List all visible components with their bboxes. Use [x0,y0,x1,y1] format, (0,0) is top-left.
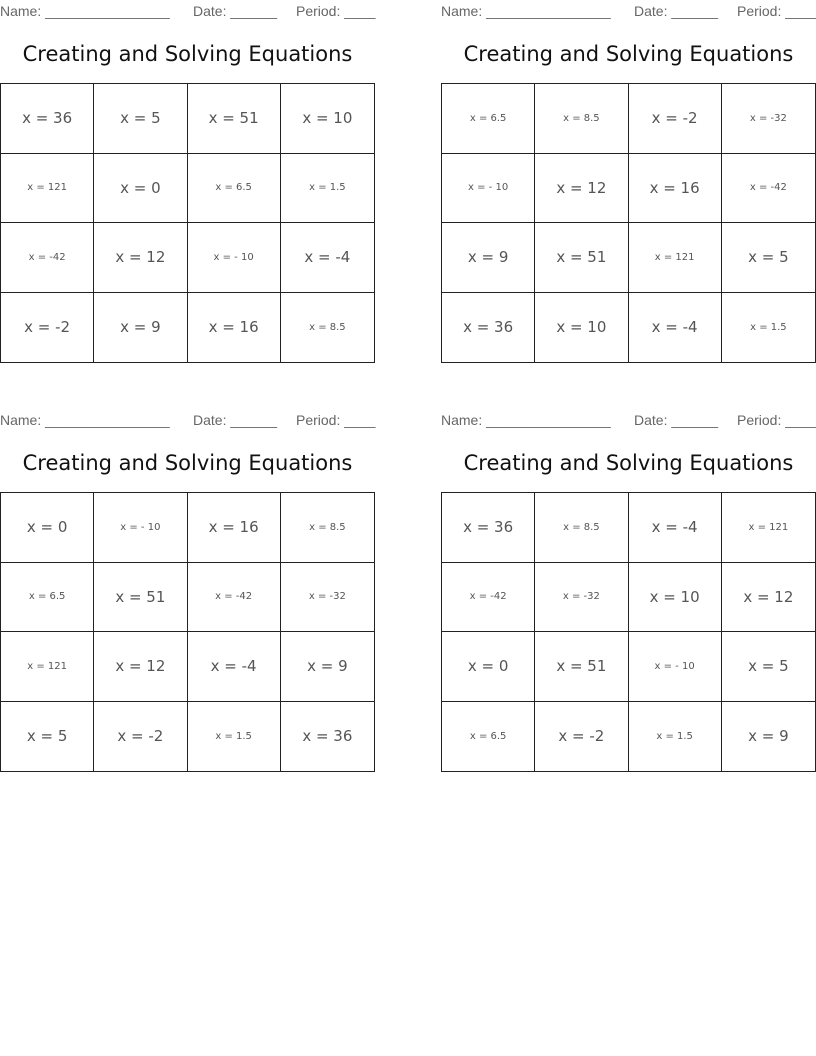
answer-cell: x = 5 [94,84,187,154]
answer-cell: x = 9 [748,727,789,746]
bingo-card-1 [0,0,376,337]
answer-cell: x = 36 [1,84,94,154]
answer-cell: x = 10 [281,84,374,154]
answer-cell: x = -2 [535,702,628,772]
answer-cell: x = 9 [281,632,374,702]
answer-grid [441,83,816,363]
answer-cell: x = -32 [535,563,628,633]
answer-cell: x = 5 [722,223,815,293]
answer-cell: x = 121 [1,154,94,224]
answer-cell: x = 5 [1,702,94,772]
name-field: Name: ________________ [441,412,611,428]
answer-cell: x = 10 [535,293,628,363]
answer-cell: x = 12 [94,632,187,702]
answer-cell: x = 36 [442,293,535,363]
answer-cell: x = 0 [442,632,535,702]
answer-cell: x = 0 [1,493,94,563]
card-header [0,0,375,22]
card-title: Creating and Solving Equations [22,451,353,475]
answer-cell: x = 6.5 [1,563,94,633]
period-field: Period: ____ [296,412,376,428]
answer-cell: x = -42 [722,154,815,224]
answer-cell: x = -4 [188,632,281,702]
answer-cell: x = 9 [442,223,535,293]
answer-cell: x = 16 [188,493,281,563]
date-field: Date: ______ [634,412,719,428]
answer-cell: x = -32 [722,84,815,154]
answer-cell: x = - 10 [442,154,535,224]
answer-grid [441,492,816,772]
name-field: Name: ________________ [441,3,611,19]
answer-cell: x = 36 [442,493,535,563]
answer-cell: x = -2 [1,293,94,363]
answer-cell: x = 6.5 [442,84,535,154]
answer-cell: x = 12 [535,154,628,224]
answer-cell: x = 1.5 [629,702,722,772]
answer-cell: x = 8.5 [309,321,346,333]
answer-cell: x = 12 [722,563,815,633]
answer-cell: x = 6.5 [188,154,281,224]
answer-grid [0,492,375,772]
card-title: Creating and Solving Equations [22,42,353,66]
answer-cell: x = -4 [629,493,722,563]
answer-cell: x = 121 [722,493,815,563]
answer-cell: x = 12 [94,223,187,293]
answer-cell: x = 16 [629,154,722,224]
answer-cell: x = -4 [629,293,722,363]
period-field: Period: ____ [296,3,376,19]
answer-cell: x = -4 [281,223,374,293]
answer-cell: x = -42 [442,563,535,633]
answer-grid [0,83,375,363]
name-field: Name: ________________ [0,412,170,428]
answer-cell: x = -2 [94,702,187,772]
date-field: Date: ______ [193,3,278,19]
answer-cell: x = 9 [94,293,187,363]
answer-cell: x = 1.5 [750,321,787,333]
date-field: Date: ______ [634,3,719,19]
answer-cell: x = - 10 [188,223,281,293]
answer-cell: x = -42 [188,563,281,633]
name-field: Name: ________________ [0,3,170,19]
answer-cell: x = 8.5 [535,493,628,563]
answer-cell: x = 1.5 [281,154,374,224]
answer-cell: x = 51 [535,632,628,702]
period-field: Period: ____ [737,412,816,428]
card-header [441,0,816,22]
answer-cell: x = -32 [281,563,374,633]
answer-cell: x = 10 [629,563,722,633]
answer-cell: x = 5 [722,632,815,702]
answer-cell: x = 16 [188,293,281,363]
answer-cell: x = 51 [535,223,628,293]
answer-cell: x = 36 [302,727,353,746]
period-field: Period: ____ [737,3,816,19]
answer-cell: x = 121 [629,223,722,293]
answer-cell: x = 121 [1,632,94,702]
card-header [0,409,375,431]
bingo-card-3 [0,409,376,746]
bingo-card-4 [441,409,816,746]
answer-cell: x = 6.5 [442,702,535,772]
date-field: Date: ______ [193,412,278,428]
card-title: Creating and Solving Equations [463,42,794,66]
answer-cell: x = -42 [1,223,94,293]
card-title: Creating and Solving Equations [463,451,794,475]
answer-cell: x = 1.5 [188,702,281,772]
answer-cell: x = -2 [629,84,722,154]
card-header [441,409,816,431]
bingo-card-2 [441,0,816,337]
answer-cell: x = 51 [188,84,281,154]
answer-cell: x = 51 [94,563,187,633]
answer-cell: x = - 10 [94,493,187,563]
answer-cell: x = 8.5 [535,84,628,154]
answer-cell: x = 0 [94,154,187,224]
answer-cell: x = - 10 [629,632,722,702]
answer-cell: x = 8.5 [281,493,374,563]
